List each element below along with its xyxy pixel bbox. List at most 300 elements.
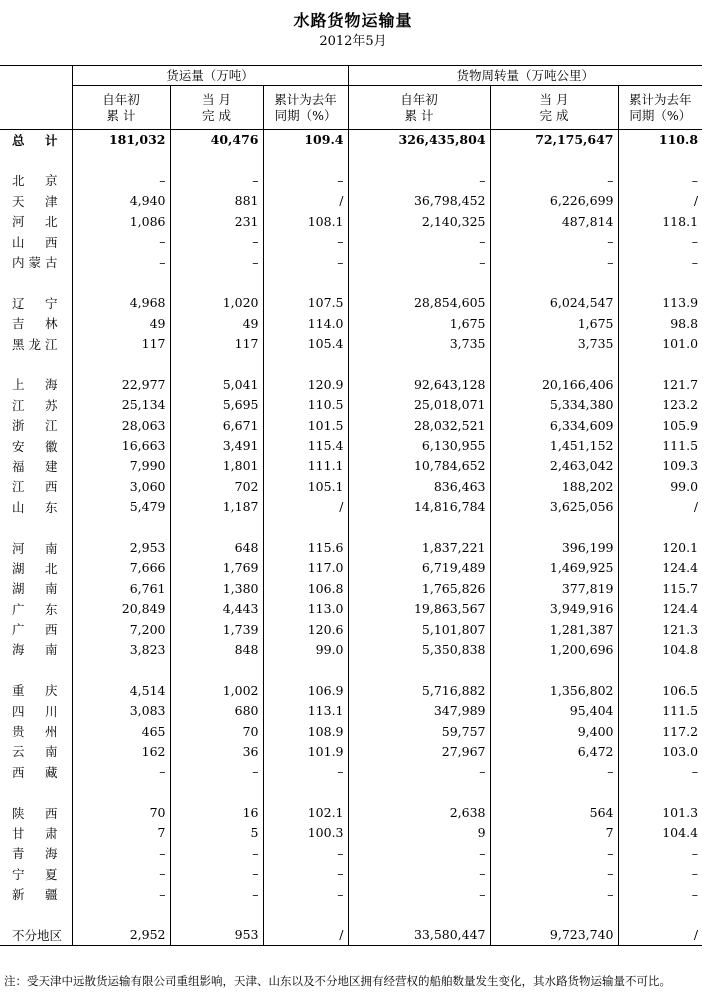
table-row bbox=[0, 374, 702, 394]
value-cell: 648 bbox=[170, 537, 263, 557]
col-header-line: 当 月 bbox=[539, 91, 569, 107]
table-row bbox=[0, 864, 702, 884]
value-cell: 1,086 bbox=[72, 211, 170, 231]
value-cell: – bbox=[490, 843, 618, 863]
spacer-cell bbox=[263, 782, 348, 802]
value-cell: – bbox=[72, 170, 170, 190]
value-cell: 6,671 bbox=[170, 415, 263, 435]
value-cell: 5,695 bbox=[170, 395, 263, 415]
value-cell: 881 bbox=[170, 191, 263, 211]
region-name: 广西 bbox=[12, 622, 58, 638]
value-cell: 1,002 bbox=[170, 680, 263, 700]
value-cell: 104.4 bbox=[618, 823, 702, 843]
region-name: 宁夏 bbox=[12, 866, 58, 882]
region-name: 河南 bbox=[12, 540, 58, 556]
region-name: 山东 bbox=[12, 499, 58, 515]
value-cell: 6,472 bbox=[490, 741, 618, 761]
value-cell: 10,784,652 bbox=[348, 456, 490, 476]
value-cell: 120.6 bbox=[263, 619, 348, 639]
table-row bbox=[0, 395, 702, 415]
region-name: 四川 bbox=[12, 703, 58, 719]
spacer-cell bbox=[618, 354, 702, 374]
col-header-line: 同期（%） bbox=[274, 107, 337, 123]
value-cell: 102.1 bbox=[263, 802, 348, 822]
col-header-yoy bbox=[263, 86, 348, 130]
value-cell: 120.1 bbox=[618, 537, 702, 557]
value-cell: 4,940 bbox=[72, 191, 170, 211]
region-name: 贵州 bbox=[12, 724, 58, 740]
value-cell: 1,801 bbox=[170, 456, 263, 476]
spacer-cell bbox=[72, 272, 170, 292]
value-cell: 188,202 bbox=[490, 476, 618, 496]
value-cell: 105.1 bbox=[263, 476, 348, 496]
value-cell: – bbox=[72, 762, 170, 782]
table-row bbox=[0, 558, 702, 578]
value-cell: 117.2 bbox=[618, 721, 702, 741]
value-cell: 1,765,826 bbox=[348, 578, 490, 598]
value-cell: 99.0 bbox=[263, 639, 348, 659]
spacer-cell bbox=[72, 354, 170, 374]
spacer-cell bbox=[0, 660, 72, 680]
value-cell: 3,949,916 bbox=[490, 598, 618, 618]
value-cell: 115.6 bbox=[263, 537, 348, 557]
value-cell: 9 bbox=[348, 823, 490, 843]
region-name: 山西 bbox=[12, 234, 58, 250]
value-cell: 49 bbox=[72, 313, 170, 333]
value-cell: – bbox=[263, 170, 348, 190]
spacer-cell bbox=[170, 660, 263, 680]
table-row bbox=[0, 537, 702, 557]
value-cell: 836,463 bbox=[348, 476, 490, 496]
spacer-cell bbox=[348, 517, 490, 537]
region-name: 甘肃 bbox=[12, 825, 58, 841]
region-name: 天津 bbox=[12, 193, 58, 209]
value-cell: 848 bbox=[170, 639, 263, 659]
spacer-cell bbox=[263, 660, 348, 680]
value-cell: 162 bbox=[72, 741, 170, 761]
table-row bbox=[0, 170, 702, 190]
table-row bbox=[0, 680, 702, 700]
region-name: 不分地区 bbox=[0, 925, 72, 945]
value-cell: / bbox=[618, 191, 702, 211]
value-cell: 109.3 bbox=[618, 456, 702, 476]
value-cell: / bbox=[263, 925, 348, 945]
spacer-row bbox=[0, 354, 702, 374]
value-cell: 101.3 bbox=[618, 802, 702, 822]
table-row bbox=[0, 497, 702, 517]
value-cell: 2,952 bbox=[72, 925, 170, 945]
spacer-cell bbox=[490, 904, 618, 924]
region-name: 河北 bbox=[12, 214, 58, 230]
value-cell: 72,175,647 bbox=[490, 130, 618, 150]
table-row bbox=[0, 619, 702, 639]
value-cell: – bbox=[348, 762, 490, 782]
value-cell: – bbox=[72, 864, 170, 884]
value-cell: 16 bbox=[170, 802, 263, 822]
table-row bbox=[0, 333, 702, 353]
col-header-ytd bbox=[348, 86, 490, 130]
value-cell: – bbox=[348, 843, 490, 863]
value-cell: 36 bbox=[170, 741, 263, 761]
value-cell: 3,735 bbox=[348, 333, 490, 353]
region-name: 湖北 bbox=[12, 560, 58, 576]
value-cell: 103.0 bbox=[618, 741, 702, 761]
value-cell: 6,226,699 bbox=[490, 191, 618, 211]
value-cell: 3,823 bbox=[72, 639, 170, 659]
value-cell: 6,761 bbox=[72, 578, 170, 598]
spacer-cell bbox=[72, 660, 170, 680]
value-cell: 25,018,071 bbox=[348, 395, 490, 415]
value-cell: 6,719,489 bbox=[348, 558, 490, 578]
spacer-cell bbox=[348, 150, 490, 170]
value-cell: 1,187 bbox=[170, 497, 263, 517]
region-name: 江苏 bbox=[12, 397, 58, 413]
header-freight-volume: 货运量（万吨） bbox=[72, 66, 348, 86]
spacer-cell bbox=[170, 272, 263, 292]
value-cell: 2,953 bbox=[72, 537, 170, 557]
value-cell: 120.9 bbox=[263, 374, 348, 394]
region-name: 湖南 bbox=[12, 581, 58, 597]
value-cell: – bbox=[618, 884, 702, 904]
spacer-cell bbox=[348, 904, 490, 924]
table-row bbox=[0, 741, 702, 761]
value-cell: 9,400 bbox=[490, 721, 618, 741]
value-cell: 110.5 bbox=[263, 395, 348, 415]
table-row bbox=[0, 435, 702, 455]
value-cell: – bbox=[72, 884, 170, 904]
value-cell: 117 bbox=[72, 333, 170, 353]
region-name: 黑龙江 bbox=[12, 336, 58, 352]
value-cell: 702 bbox=[170, 476, 263, 496]
region-name: 浙江 bbox=[12, 418, 58, 434]
value-cell: – bbox=[170, 762, 263, 782]
value-cell: 1,675 bbox=[490, 313, 618, 333]
value-cell: 181,032 bbox=[72, 130, 170, 150]
value-cell: – bbox=[263, 231, 348, 251]
table-row bbox=[0, 802, 702, 822]
value-cell: 121.7 bbox=[618, 374, 702, 394]
value-cell: – bbox=[348, 252, 490, 272]
region-name: 海南 bbox=[12, 642, 58, 658]
region-header bbox=[0, 66, 72, 86]
region-name: 陕西 bbox=[12, 805, 58, 821]
value-cell: 28,854,605 bbox=[348, 293, 490, 313]
value-cell: – bbox=[490, 864, 618, 884]
col-header-line: 同期（%） bbox=[629, 107, 692, 123]
spacer-cell bbox=[0, 272, 72, 292]
value-cell: 92,643,128 bbox=[348, 374, 490, 394]
region-name: 新疆 bbox=[12, 887, 58, 903]
value-cell: 106.9 bbox=[263, 680, 348, 700]
spacer-row bbox=[0, 272, 702, 292]
value-cell: 111.1 bbox=[263, 456, 348, 476]
value-cell: 105.4 bbox=[263, 333, 348, 353]
value-cell: 107.5 bbox=[263, 293, 348, 313]
value-cell: 1,200,696 bbox=[490, 639, 618, 659]
value-cell: / bbox=[618, 497, 702, 517]
value-cell: – bbox=[490, 170, 618, 190]
value-cell: 1,281,387 bbox=[490, 619, 618, 639]
value-cell: 16,663 bbox=[72, 435, 170, 455]
value-cell: 4,968 bbox=[72, 293, 170, 313]
value-cell: 106.5 bbox=[618, 680, 702, 700]
spacer-cell bbox=[72, 782, 170, 802]
value-cell: 111.5 bbox=[618, 700, 702, 720]
value-cell: 487,814 bbox=[490, 211, 618, 231]
spacer-cell bbox=[263, 272, 348, 292]
value-cell: 108.1 bbox=[263, 211, 348, 231]
value-cell: / bbox=[263, 191, 348, 211]
value-cell: 5,101,807 bbox=[348, 619, 490, 639]
table-row bbox=[0, 211, 702, 231]
value-cell: 680 bbox=[170, 700, 263, 720]
col-header-line: 自年初 bbox=[400, 91, 438, 107]
value-cell: / bbox=[618, 925, 702, 945]
value-cell: 70 bbox=[72, 802, 170, 822]
footnote: 注：受天津中远散货运输有限公司重组影响，天津、山东以及不分地区拥有经营权的船舶数量发生变化，其水路货物运输量不可比。 bbox=[4, 974, 671, 988]
value-cell: 49 bbox=[170, 313, 263, 333]
value-cell: 5,350,838 bbox=[348, 639, 490, 659]
value-cell: 115.4 bbox=[263, 435, 348, 455]
spacer-cell bbox=[618, 150, 702, 170]
col-header-line: 完 成 bbox=[202, 107, 231, 123]
value-cell: 109.4 bbox=[263, 130, 348, 150]
value-cell: 113.9 bbox=[618, 293, 702, 313]
value-cell: 2,463,042 bbox=[490, 456, 618, 476]
value-cell: – bbox=[618, 252, 702, 272]
region-name: 青海 bbox=[12, 846, 58, 862]
region-name: 安徽 bbox=[12, 438, 58, 454]
col-header-line: 累 计 bbox=[106, 107, 136, 123]
table-row bbox=[0, 231, 702, 251]
value-cell: 20,166,406 bbox=[490, 374, 618, 394]
spacer-row bbox=[0, 660, 702, 680]
value-cell: 1,356,802 bbox=[490, 680, 618, 700]
value-cell: 108.9 bbox=[263, 721, 348, 741]
value-cell: 377,819 bbox=[490, 578, 618, 598]
table-header bbox=[0, 66, 702, 130]
value-cell: – bbox=[618, 231, 702, 251]
value-cell: 27,967 bbox=[348, 741, 490, 761]
spacer-cell bbox=[490, 354, 618, 374]
value-cell: 4,514 bbox=[72, 680, 170, 700]
col-header-line: 累 计 bbox=[404, 107, 434, 123]
col-header-line: 当 月 bbox=[202, 91, 231, 107]
freight-table bbox=[0, 65, 702, 946]
value-cell: – bbox=[263, 884, 348, 904]
value-cell: 1,675 bbox=[348, 313, 490, 333]
table-row bbox=[0, 476, 702, 496]
value-cell: 20,849 bbox=[72, 598, 170, 618]
table-row bbox=[0, 293, 702, 313]
value-cell: 1,739 bbox=[170, 619, 263, 639]
value-cell: 100.3 bbox=[263, 823, 348, 843]
value-cell: 105.9 bbox=[618, 415, 702, 435]
value-cell: 1,469,925 bbox=[490, 558, 618, 578]
value-cell: 953 bbox=[170, 925, 263, 945]
value-cell: – bbox=[348, 231, 490, 251]
table-row bbox=[0, 823, 702, 843]
value-cell: – bbox=[348, 884, 490, 904]
value-cell: 98.8 bbox=[618, 313, 702, 333]
value-cell: 99.0 bbox=[618, 476, 702, 496]
value-cell: – bbox=[490, 231, 618, 251]
value-cell: – bbox=[170, 170, 263, 190]
table-row bbox=[0, 415, 702, 435]
col-header-line: 累计为去年 bbox=[274, 91, 337, 107]
value-cell: 118.1 bbox=[618, 211, 702, 231]
col-header-line: 完 成 bbox=[539, 107, 569, 123]
region-name: 上海 bbox=[12, 377, 58, 393]
value-cell: 123.2 bbox=[618, 395, 702, 415]
value-cell: – bbox=[618, 762, 702, 782]
spacer-cell bbox=[348, 354, 490, 374]
value-cell: 40,476 bbox=[170, 130, 263, 150]
value-cell: 3,491 bbox=[170, 435, 263, 455]
value-cell: – bbox=[263, 252, 348, 272]
value-cell: 2,140,325 bbox=[348, 211, 490, 231]
value-cell: 124.4 bbox=[618, 558, 702, 578]
spacer-cell bbox=[618, 660, 702, 680]
spacer-cell bbox=[263, 517, 348, 537]
value-cell: 117.0 bbox=[263, 558, 348, 578]
spacer-cell bbox=[618, 904, 702, 924]
spacer-cell bbox=[0, 517, 72, 537]
value-cell: 9,723,740 bbox=[490, 925, 618, 945]
value-cell: 70 bbox=[170, 721, 263, 741]
spacer-cell bbox=[170, 150, 263, 170]
value-cell: 7,990 bbox=[72, 456, 170, 476]
region-name: 辽宁 bbox=[12, 295, 58, 311]
table-row bbox=[0, 721, 702, 741]
region-name: 西藏 bbox=[12, 764, 58, 780]
total-row bbox=[0, 130, 702, 150]
header-freight-turnover: 货物周转量（万吨公里） bbox=[348, 66, 702, 86]
region-name: 福建 bbox=[12, 458, 58, 474]
value-cell: – bbox=[618, 843, 702, 863]
value-cell: 104.8 bbox=[618, 639, 702, 659]
value-cell: – bbox=[170, 252, 263, 272]
spacer-cell bbox=[618, 272, 702, 292]
value-cell: – bbox=[170, 864, 263, 884]
value-cell: 3,060 bbox=[72, 476, 170, 496]
value-cell: 347,989 bbox=[348, 700, 490, 720]
table-row bbox=[0, 639, 702, 659]
page-title: 水路货物运输量 bbox=[293, 11, 413, 30]
value-cell: 95,404 bbox=[490, 700, 618, 720]
value-cell: 3,083 bbox=[72, 700, 170, 720]
col-header-month bbox=[170, 86, 263, 130]
value-cell: 22,977 bbox=[72, 374, 170, 394]
value-cell: 14,816,784 bbox=[348, 497, 490, 517]
spacer-cell bbox=[0, 782, 72, 802]
value-cell: 36,798,452 bbox=[348, 191, 490, 211]
value-cell: / bbox=[263, 497, 348, 517]
value-cell: – bbox=[618, 170, 702, 190]
value-cell: – bbox=[170, 843, 263, 863]
spacer-cell bbox=[490, 660, 618, 680]
value-cell: – bbox=[348, 864, 490, 884]
col-header-yoy bbox=[618, 86, 702, 130]
value-cell: – bbox=[618, 864, 702, 884]
value-cell: 465 bbox=[72, 721, 170, 741]
spacer-cell bbox=[348, 660, 490, 680]
value-cell: 5,334,380 bbox=[490, 395, 618, 415]
value-cell: 326,435,804 bbox=[348, 130, 490, 150]
table-row bbox=[0, 598, 702, 618]
value-cell: 124.4 bbox=[618, 598, 702, 618]
value-cell: 1,769 bbox=[170, 558, 263, 578]
table-row bbox=[0, 456, 702, 476]
value-cell: 5 bbox=[170, 823, 263, 843]
table-row bbox=[0, 252, 702, 272]
value-cell: 7,666 bbox=[72, 558, 170, 578]
region-name: 江西 bbox=[12, 479, 58, 495]
value-cell: 7 bbox=[72, 823, 170, 843]
spacer-row bbox=[0, 517, 702, 537]
value-cell: 1,380 bbox=[170, 578, 263, 598]
col-header-ytd bbox=[72, 86, 170, 130]
spacer-cell bbox=[170, 354, 263, 374]
value-cell: – bbox=[170, 884, 263, 904]
table-row bbox=[0, 884, 702, 904]
value-cell: – bbox=[263, 864, 348, 884]
value-cell: 121.3 bbox=[618, 619, 702, 639]
value-cell: 6,024,547 bbox=[490, 293, 618, 313]
value-cell: 114.0 bbox=[263, 313, 348, 333]
value-cell: 7,200 bbox=[72, 619, 170, 639]
value-cell: – bbox=[490, 762, 618, 782]
table-row bbox=[0, 578, 702, 598]
spacer-cell bbox=[490, 517, 618, 537]
value-cell: – bbox=[72, 231, 170, 251]
value-cell: 6,130,955 bbox=[348, 435, 490, 455]
page-subtitle: 2012年5月 bbox=[319, 34, 387, 49]
spacer-cell bbox=[490, 272, 618, 292]
spacer-cell bbox=[170, 517, 263, 537]
spacer-cell bbox=[263, 354, 348, 374]
region-name: 内蒙古 bbox=[12, 255, 58, 271]
value-cell: 117 bbox=[170, 333, 263, 353]
value-cell: – bbox=[263, 762, 348, 782]
table-row bbox=[0, 843, 702, 863]
table-body bbox=[0, 130, 702, 946]
value-cell: 7 bbox=[490, 823, 618, 843]
region-header-blank bbox=[0, 86, 72, 130]
spacer-cell bbox=[618, 782, 702, 802]
spacer-cell bbox=[170, 782, 263, 802]
value-cell: 5,479 bbox=[72, 497, 170, 517]
spacer-row bbox=[0, 904, 702, 924]
value-cell: – bbox=[490, 884, 618, 904]
spacer-cell bbox=[72, 904, 170, 924]
value-cell: – bbox=[72, 843, 170, 863]
value-cell: 28,032,521 bbox=[348, 415, 490, 435]
spacer-cell bbox=[0, 354, 72, 374]
region-name: 吉林 bbox=[12, 316, 58, 332]
col-header-line: 累计为去年 bbox=[629, 91, 692, 107]
value-cell: 4,443 bbox=[170, 598, 263, 618]
spacer-row bbox=[0, 150, 702, 170]
value-cell: 5,716,882 bbox=[348, 680, 490, 700]
value-cell: – bbox=[72, 252, 170, 272]
value-cell: 6,334,609 bbox=[490, 415, 618, 435]
region-name: 广东 bbox=[12, 601, 58, 617]
value-cell: 1,451,152 bbox=[490, 435, 618, 455]
region-name: 云南 bbox=[12, 744, 58, 760]
value-cell: 25,134 bbox=[72, 395, 170, 415]
value-cell: 113.1 bbox=[263, 700, 348, 720]
